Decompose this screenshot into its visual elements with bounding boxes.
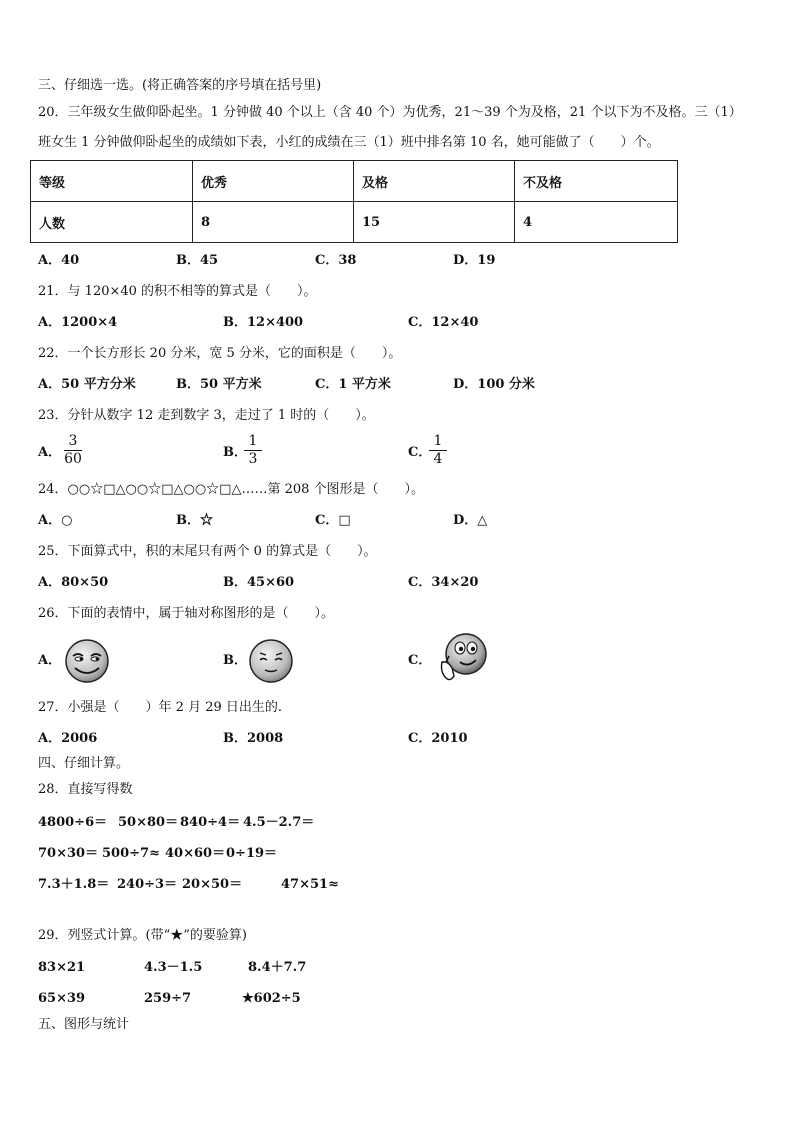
- fraction-numerator: 3: [68, 433, 78, 449]
- fraction-numerator: 1: [248, 433, 258, 449]
- table-cell: 人数: [31, 202, 193, 243]
- q26-option-c-label[interactable]: C．: [408, 653, 432, 668]
- section-5-title: 五、图形与统计: [38, 1017, 130, 1032]
- q22-option-b[interactable]: B．50 平方米: [176, 377, 262, 392]
- q27-option-c[interactable]: C．2010: [408, 731, 468, 746]
- q23-option-c-label[interactable]: C．: [408, 445, 432, 460]
- table-cell: 8: [193, 202, 354, 243]
- q25-stem: 25．下面算式中，积的末尾只有两个 0 的算式是（ ）。: [38, 544, 377, 559]
- table-header-cell: 不及格: [515, 161, 678, 202]
- q22-option-d[interactable]: D．100 分米: [453, 377, 535, 392]
- q28-item[interactable]: 40×60＝: [165, 846, 226, 861]
- q22-option-a[interactable]: A．50 平方分米: [38, 377, 136, 392]
- q29-item[interactable]: 83×21: [38, 960, 86, 975]
- q28-item[interactable]: 840÷4＝: [180, 815, 241, 830]
- q29-item[interactable]: 4.3－1.5: [144, 960, 203, 975]
- q26-option-b-label[interactable]: B．: [223, 653, 247, 668]
- section-3-title: 三、仔细选一选。(将正确答案的序号填在括号里): [38, 78, 322, 93]
- q20-option-c[interactable]: C．38: [315, 253, 357, 268]
- thinking-face-icon[interactable]: [436, 632, 488, 686]
- q22-stem: 22．一个长方形长 20 分米，宽 5 分米，它的面积是（ ）。: [38, 346, 402, 361]
- q28-item[interactable]: 50×80＝: [118, 815, 179, 830]
- q23-stem: 23．分针从数字 12 走到数字 3，走过了 1 时的（ ）。: [38, 408, 375, 423]
- q20-stem-line2: 班女生 1 分钟做仰卧起坐的成绩如下表，小红的成绩在三（1）班中排名第 10 名，她可能做了（ ）个。: [38, 135, 660, 150]
- q23-option-a-fraction[interactable]: [62, 434, 84, 467]
- smug-face-icon[interactable]: [64, 638, 110, 684]
- fraction-denominator: 60: [64, 451, 82, 467]
- table-header-cell: 等级: [31, 161, 193, 202]
- table-cell: 15: [354, 202, 515, 243]
- q21-option-c[interactable]: C．12×40: [408, 315, 479, 330]
- q24-option-c[interactable]: C．□: [315, 513, 351, 528]
- q26-option-a-label[interactable]: A．: [38, 653, 62, 668]
- q21-option-a[interactable]: A．1200×4: [38, 315, 118, 330]
- q24-option-b[interactable]: B．☆: [176, 513, 213, 528]
- q25-option-a[interactable]: A．80×50: [38, 575, 109, 590]
- q20-stem-line1: 20．三年级女生做仰卧起坐。1 分钟做 40 个以上（含 40 个）为优秀，21～39 个为及格，21 个以下为不及格。三（1）: [38, 105, 742, 120]
- q28-item[interactable]: 0÷19＝: [226, 846, 278, 861]
- table-row: [31, 161, 678, 202]
- q29-title: 29．列竖式计算。(带“★”的要验算): [38, 928, 247, 943]
- q27-stem: 27．小强是（ ）年 2 月 29 日出生的.: [38, 700, 283, 715]
- q23-option-b-label[interactable]: B．: [223, 445, 247, 460]
- table-header-cell: 优秀: [193, 161, 354, 202]
- q20-option-a[interactable]: A．40: [38, 253, 80, 268]
- q24-stem: 24．○○☆□△○○☆□△○○☆□△……第 208 个图形是（ ）。: [38, 482, 425, 497]
- q20-score-table: [30, 160, 678, 243]
- q23-option-a-label[interactable]: A．: [38, 445, 62, 460]
- q21-stem: 21．与 120×40 的积不相等的算式是（ ）。: [38, 284, 317, 299]
- fraction-denominator: 3: [248, 451, 258, 467]
- q28-item[interactable]: 7.3＋1.8＝: [38, 877, 110, 892]
- section-4-title: 四、仔细计算。: [38, 756, 130, 771]
- q28-item[interactable]: 4.5－2.7＝: [243, 815, 315, 830]
- q24-option-a[interactable]: A．○: [38, 513, 73, 528]
- q27-option-b[interactable]: B．2008: [223, 731, 284, 746]
- q20-option-d[interactable]: D．19: [453, 253, 496, 268]
- q29-item[interactable]: ★602÷5: [242, 991, 301, 1006]
- q28-item[interactable]: 500÷7≈: [102, 846, 160, 861]
- pleading-face-icon[interactable]: [248, 638, 294, 684]
- table-row: [31, 202, 678, 243]
- q23-option-b-fraction[interactable]: [242, 434, 264, 467]
- q22-option-c[interactable]: C．1 平方米: [315, 377, 391, 392]
- q23-option-c-fraction[interactable]: [427, 434, 449, 467]
- fraction-denominator: 4: [433, 451, 443, 467]
- fraction-numerator: 1: [433, 433, 443, 449]
- q28-item[interactable]: 4800÷6＝: [38, 815, 108, 830]
- q28-item[interactable]: 240÷3＝: [117, 877, 178, 892]
- q29-item[interactable]: 8.4＋7.7: [248, 960, 307, 975]
- q26-stem: 26．下面的表情中，属于轴对称图形的是（ ）。: [38, 606, 335, 621]
- q29-item[interactable]: 259÷7: [144, 991, 192, 1006]
- q25-option-b[interactable]: B．45×60: [223, 575, 295, 590]
- q28-item[interactable]: 70×30＝: [38, 846, 99, 861]
- table-header-cell: 及格: [354, 161, 515, 202]
- q25-option-c[interactable]: C．34×20: [408, 575, 479, 590]
- q28-title: 28．直接写得数: [38, 782, 133, 797]
- q28-item[interactable]: 47×51≈: [281, 877, 339, 892]
- q28-item[interactable]: 20×50＝: [182, 877, 243, 892]
- q20-option-b[interactable]: B．45: [176, 253, 219, 268]
- q29-item[interactable]: 65×39: [38, 991, 86, 1006]
- q27-option-a[interactable]: A．2006: [38, 731, 98, 746]
- q21-option-b[interactable]: B．12×400: [223, 315, 304, 330]
- q24-option-d[interactable]: D．△: [453, 513, 488, 528]
- table-cell: 4: [515, 202, 678, 243]
